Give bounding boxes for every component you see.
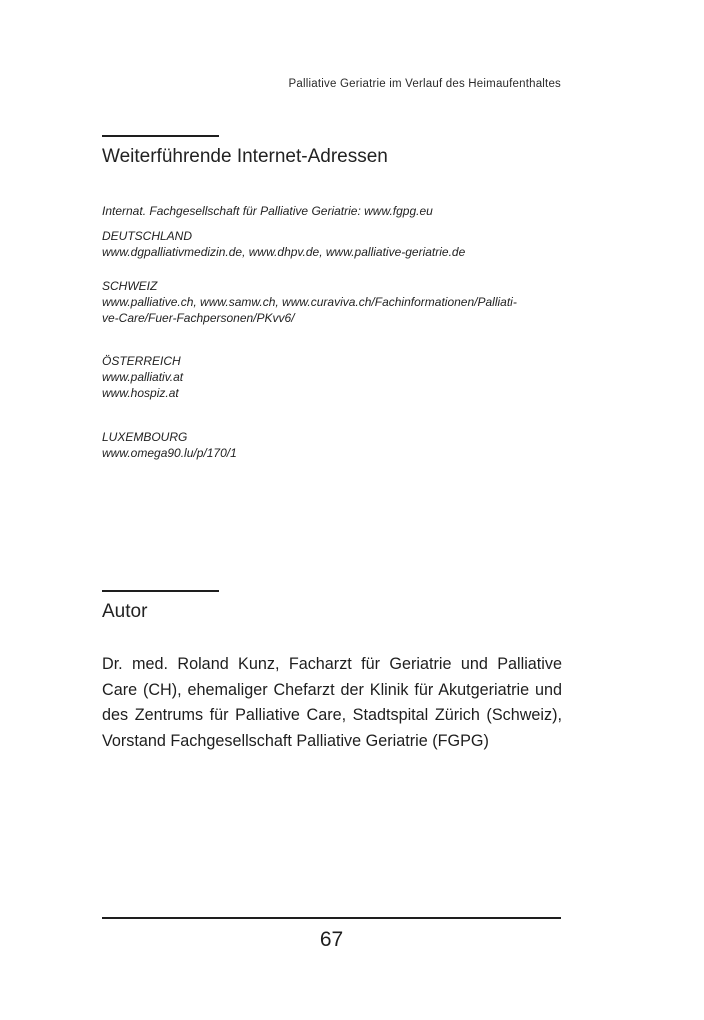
url-line: www.dgpalliativmedizin.de, www.dhpv.de, www.palliative-geriatrie.de <box>102 245 466 259</box>
footer-rule <box>102 917 561 919</box>
url-line: www.palliative.ch, www.samw.ch, www.curaviva.ch/Fachinformationen/Palliati- <box>102 295 517 309</box>
country-label: ÖSTERREICH <box>102 354 181 368</box>
country-label: LUXEMBOURG <box>102 430 188 444</box>
country-label: DEUTSCHLAND <box>102 229 193 243</box>
running-header: Palliative Geriatrie im Verlauf des Heimaufenthaltes <box>288 78 561 90</box>
country-block-schweiz <box>102 278 562 326</box>
url-line: www.omega90.lu/p/170/1 <box>102 446 237 460</box>
country-block-luxembourg <box>102 429 562 461</box>
bio-line: Dr. med. Roland Kunz, Facharzt für Geriatrie und Palliative <box>102 655 562 673</box>
bio-line: Vorstand Fachgesellschaft Palliative Geriatrie (FGPG) <box>102 731 489 750</box>
section-rule-links <box>102 135 219 137</box>
url-line: www.hospiz.at <box>102 386 179 400</box>
page-number: 67 <box>319 928 344 951</box>
author-bio <box>102 652 562 754</box>
section-title-links: Weiterführende Internet-Adressen <box>102 146 388 167</box>
country-block-deutschland <box>102 228 562 260</box>
bio-line: des Zentrums für Palliative Care, Stadtspital Zürich (Schweiz), <box>102 706 562 724</box>
url-line: www.palliativ.at <box>102 370 184 384</box>
section-title-author: Autor <box>102 601 148 622</box>
country-label: SCHWEIZ <box>102 279 158 293</box>
bio-line: Care (CH), ehemaliger Chefarzt der Klinik für Akutgeriatrie und <box>102 680 562 699</box>
section-rule-author <box>102 590 219 592</box>
country-block-oesterreich <box>102 353 562 401</box>
links-intro: Internat. Fachgesellschaft für Palliative Geriatrie: www.fgpg.eu <box>102 204 433 218</box>
url-line: ve-Care/Fuer-Fachpersonen/PKvv6/ <box>102 311 295 325</box>
